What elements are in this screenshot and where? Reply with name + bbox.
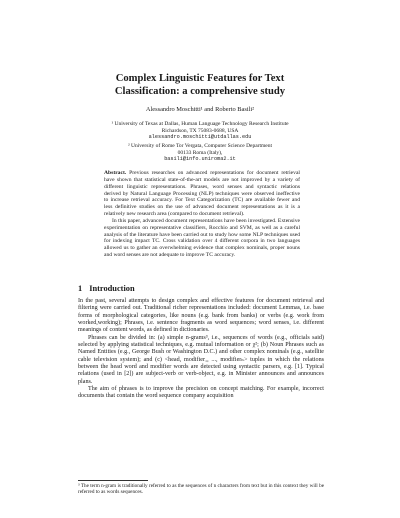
footnote: ³ The term n-gram is traditionally referred to as the sequences of n characters from text but in this context they will be referred to as words sequences. — [78, 483, 324, 496]
title-line-1: Complex Linguistic Features for Text — [115, 73, 285, 84]
affiliation-1-line-2: Richardson, TX 75083-0688, USA — [161, 127, 239, 134]
abstract-paragraph-2: In this paper, advanced document representations have been investigated. Extensive experimentation on representative classifiers, Rocchio and SVM, as well as a careful analysis of the literature have been carried out to study how some NLP techniques used for indexing impact TC. Cross validation over 4 different corpora in two languages allowed us to gather an overwhelming evidence that complex nominals, proper nouns and word senses are not adequate to improve TC accuracy. — [104, 217, 300, 259]
affiliation-2 — [0, 143, 400, 163]
section-number: 1 — [78, 284, 83, 293]
introduction-body — [78, 298, 324, 401]
affiliation-2-line-1: ² University of Rome Tor Vergata, Computer Science Department — [127, 143, 273, 149]
intro-paragraph-3: The aim of phrases is to improve the precision on concept matching. For example, incorrect documents that contain the word sequence company acquisition — [78, 386, 324, 400]
affiliation-1-line-1: ¹ University of Texas at Dallas, Human Language Technology Research Institute — [111, 121, 289, 127]
author-list: Alessandro Moschitti¹ and Roberto Basili² — [145, 106, 255, 113]
abstract-text-1: Previous researches on advanced representations for document retrieval have shown that statistical state-of-the-art models are not improved by a variety of different linguistic representations. Phrases, word senses and syntactic relations derived by Natural Language Processing (NLP) techniques were observed ineffective to increase retrieval accuracy. For Text Categorization (TC) are available fewer and less definitive studies on the use of advanced document representations as it is a relatively new research area (compared to document retrieval). — [104, 170, 300, 218]
intro-paragraph-1: In the past, several attempts to design complex and effective features for document retrieval and filtering were carried out. Traditional richer representations included: document Lemmas, i.e. base forms of morphological categories, like nouns (e.g. bank from banks) or verbs (e.g. work from worked,working); Phrases, i.e. sentence fragments as word sequences; word senses, i.e. different meanings of content words, as defined in dictionaries. — [78, 298, 324, 334]
section-heading — [78, 284, 135, 293]
affiliation-2-line-2: 00133 Roma (Italy), — [177, 149, 223, 156]
intro-paragraph-2: Phrases can be divided in: (a) simple n-grams³, i.e., sequences of words (e.g., officials said) selected by applying statistical techniques, e.g. mutual information or χ²; (b) Noun Phrases such as Named Entities (e.g., George Bush or Washington D.C.) and other complex nominals (e.g., satellite cable television system); and (c) <head, modifier₁, ..., modifierₙ> tuples in which the relations between the head word and modifier words are detected using syntactic parsers, e.g. [1]. Typical relations (used in [2]) are subject-verb or verb-object, e.g. in Minister announces and announces plans. — [78, 334, 324, 385]
affiliation-1 — [0, 121, 400, 141]
affiliation-2-email: basili@info.uniroma2.it — [164, 156, 236, 163]
title-line-2: Classification: a comprehensive study — [114, 86, 286, 97]
abstract-label: Abstract. — [104, 170, 127, 176]
abstract — [104, 170, 300, 259]
footnote-divider — [78, 480, 148, 481]
abstract-paragraph-1 — [104, 170, 300, 218]
affiliation-1-email: alessandro.moschitti@utdallas.edu — [148, 134, 252, 141]
paper-title — [0, 72, 400, 98]
section-title: Introduction — [89, 284, 135, 293]
